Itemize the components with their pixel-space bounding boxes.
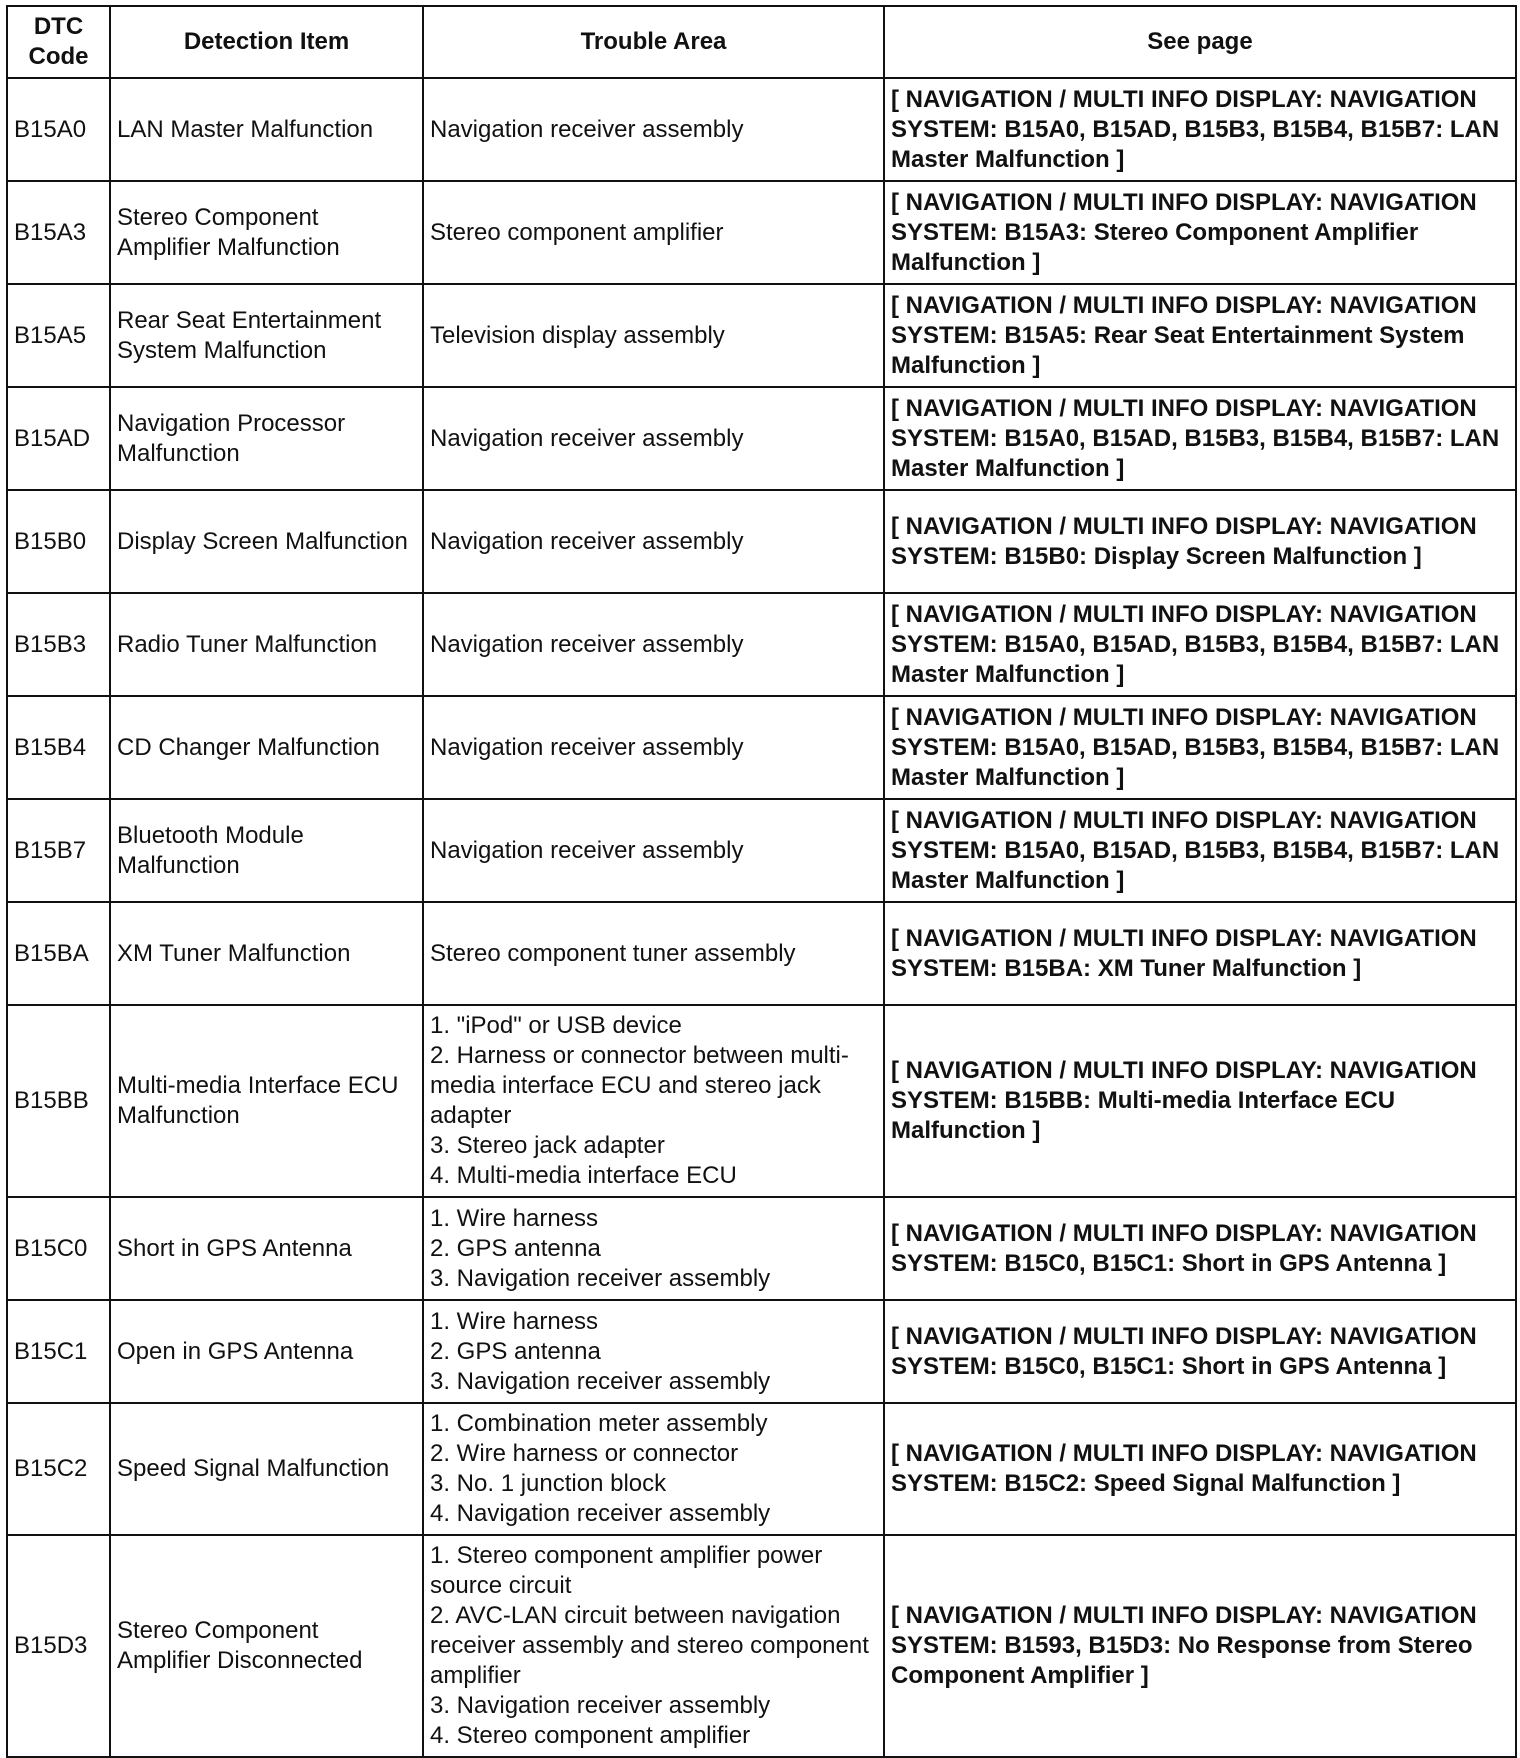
- table-row: [7, 593, 1516, 696]
- detection-item-cell: Multi-media Interface ECU Malfunction: [110, 1005, 423, 1197]
- see-page-reference: [ NAVIGATION / MULTI INFO DISPLAY: NAVIGATION SYSTEM: B15B0: Display Screen Malfunction ]: [884, 490, 1516, 593]
- trouble-area-cell: [423, 1197, 884, 1300]
- trouble-area-line: Television display assembly: [430, 321, 725, 349]
- see-page-reference: [ NAVIGATION / MULTI INFO DISPLAY: NAVIGATION SYSTEM: B15BB: Multi-media Interface ECU Malfunction ]: [884, 1005, 1516, 1197]
- detection-item-cell: Short in GPS Antenna: [110, 1197, 423, 1300]
- dtc-code-cell: B15C2: [7, 1403, 110, 1535]
- dtc-table: [6, 5, 1517, 1758]
- trouble-area-cell: [423, 1403, 884, 1535]
- trouble-area-line: 1. Combination meter assembly: [430, 1410, 768, 1437]
- header-see-page: See page: [884, 6, 1516, 78]
- trouble-area-line: Navigation receiver assembly: [430, 115, 744, 143]
- header-dtc-code: [7, 6, 110, 78]
- see-page-reference: [ NAVIGATION / MULTI INFO DISPLAY: NAVIGATION SYSTEM: B15A0, B15AD, B15B3, B15B4, B15B7: LAN Master Malfunction ]: [884, 696, 1516, 799]
- detection-item-cell: LAN Master Malfunction: [110, 78, 423, 181]
- detection-item-cell: Navigation Processor Malfunction: [110, 387, 423, 490]
- trouble-area-line: Navigation receiver assembly: [430, 424, 744, 452]
- see-page-reference: [ NAVIGATION / MULTI INFO DISPLAY: NAVIGATION SYSTEM: B15C0, B15C1: Short in GPS Antenna ]: [884, 1300, 1516, 1403]
- table-row: [7, 1535, 1516, 1757]
- trouble-area-line: 2. Wire harness or connector: [430, 1440, 739, 1467]
- dtc-code-cell: B15C0: [7, 1197, 110, 1300]
- trouble-area-line: Stereo component amplifier: [430, 218, 724, 246]
- see-page-reference: [ NAVIGATION / MULTI INFO DISPLAY: NAVIGATION SYSTEM: B15A3: Stereo Component Amplifier Malfunction ]: [884, 181, 1516, 284]
- header-row: [7, 6, 1516, 78]
- table-row: [7, 799, 1516, 902]
- trouble-area-line: 1. Stereo component amplifier power source circuit: [430, 1542, 823, 1599]
- dtc-code-cell: B15B0: [7, 490, 110, 593]
- trouble-area-cell: [423, 902, 884, 1005]
- see-page-reference: [ NAVIGATION / MULTI INFO DISPLAY: NAVIGATION SYSTEM: B15C0, B15C1: Short in GPS Antenna ]: [884, 1197, 1516, 1300]
- trouble-area-line: 4. Navigation receiver assembly: [430, 1500, 771, 1527]
- dtc-code-cell: B15AD: [7, 387, 110, 490]
- table-row: [7, 78, 1516, 181]
- dtc-code-cell: B15D3: [7, 1535, 110, 1757]
- table-row: [7, 1197, 1516, 1300]
- detection-item-cell: Display Screen Malfunction: [110, 490, 423, 593]
- see-page-reference: [ NAVIGATION / MULTI INFO DISPLAY: NAVIGATION SYSTEM: B15A0, B15AD, B15B3, B15B4, B15B7: LAN Master Malfunction ]: [884, 593, 1516, 696]
- detection-item-cell: Stereo Component Amplifier Disconnected: [110, 1535, 423, 1757]
- trouble-area-line: 2. AVC-LAN circuit between navigation receiver assembly and stereo component amplifier: [430, 1602, 869, 1689]
- table-row: [7, 387, 1516, 490]
- header-code-label: Code: [28, 43, 89, 70]
- table-row: [7, 1300, 1516, 1403]
- trouble-area-line: Stereo component tuner assembly: [430, 939, 796, 967]
- table-row: [7, 1005, 1516, 1197]
- detection-item-cell: Rear Seat Entertainment System Malfunction: [110, 284, 423, 387]
- trouble-area-line: 2. GPS antenna: [430, 1337, 601, 1365]
- header-detection-item: Detection Item: [110, 6, 423, 78]
- dtc-code-cell: B15C1: [7, 1300, 110, 1403]
- table-row: [7, 490, 1516, 593]
- detection-item-cell: XM Tuner Malfunction: [110, 902, 423, 1005]
- see-page-reference: [ NAVIGATION / MULTI INFO DISPLAY: NAVIGATION SYSTEM: B15A0, B15AD, B15B3, B15B4, B15B7: LAN Master Malfunction ]: [884, 387, 1516, 490]
- trouble-area-line: 1. "iPod" or USB device: [430, 1012, 682, 1039]
- detection-item-cell: Bluetooth Module Malfunction: [110, 799, 423, 902]
- trouble-area-cell: [423, 490, 884, 593]
- trouble-area-line: Navigation receiver assembly: [430, 836, 744, 864]
- table-row: [7, 1403, 1516, 1535]
- dtc-code-cell: B15B3: [7, 593, 110, 696]
- trouble-area-line: 3. No. 1 junction block: [430, 1470, 667, 1497]
- dtc-code-cell: B15B7: [7, 799, 110, 902]
- trouble-area-line: 1. Wire harness: [430, 1204, 599, 1232]
- trouble-area-cell: [423, 696, 884, 799]
- trouble-area-line: 4. Stereo component amplifier: [430, 1722, 751, 1749]
- table-body: [7, 78, 1516, 1757]
- detection-item-cell: Speed Signal Malfunction: [110, 1403, 423, 1535]
- trouble-area-line: 4. Multi-media interface ECU: [430, 1162, 737, 1189]
- trouble-area-cell: [423, 593, 884, 696]
- detection-item-cell: Stereo Component Amplifier Malfunction: [110, 181, 423, 284]
- table-row: [7, 181, 1516, 284]
- see-page-reference: [ NAVIGATION / MULTI INFO DISPLAY: NAVIGATION SYSTEM: B15A0, B15AD, B15B3, B15B4, B15B7: LAN Master Malfunction ]: [884, 799, 1516, 902]
- detection-item-cell: Radio Tuner Malfunction: [110, 593, 423, 696]
- trouble-area-cell: [423, 181, 884, 284]
- see-page-reference: [ NAVIGATION / MULTI INFO DISPLAY: NAVIGATION SYSTEM: B15A0, B15AD, B15B3, B15B4, B15B7: LAN Master Malfunction ]: [884, 78, 1516, 181]
- see-page-reference: [ NAVIGATION / MULTI INFO DISPLAY: NAVIGATION SYSTEM: B15BA: XM Tuner Malfunction ]: [884, 902, 1516, 1005]
- trouble-area-line: Navigation receiver assembly: [430, 527, 744, 555]
- trouble-area-line: Navigation receiver assembly: [430, 733, 744, 761]
- trouble-area-line: Navigation receiver assembly: [430, 630, 744, 658]
- table-row: [7, 696, 1516, 799]
- detection-item-cell: CD Changer Malfunction: [110, 696, 423, 799]
- trouble-area-cell: [423, 799, 884, 902]
- dtc-code-cell: B15A0: [7, 78, 110, 181]
- see-page-reference: [ NAVIGATION / MULTI INFO DISPLAY: NAVIGATION SYSTEM: B15A5: Rear Seat Entertainment System Malfunction ]: [884, 284, 1516, 387]
- header-dtc-label: DTC: [33, 13, 84, 40]
- dtc-code-cell: B15BA: [7, 902, 110, 1005]
- table-row: [7, 902, 1516, 1005]
- detection-item-cell: Open in GPS Antenna: [110, 1300, 423, 1403]
- trouble-area-cell: [423, 284, 884, 387]
- trouble-area-line: 3. Navigation receiver assembly: [430, 1264, 771, 1292]
- see-page-reference: [ NAVIGATION / MULTI INFO DISPLAY: NAVIGATION SYSTEM: B15C2: Speed Signal Malfunction ]: [884, 1403, 1516, 1535]
- table-row: [7, 284, 1516, 387]
- dtc-code-cell: B15BB: [7, 1005, 110, 1197]
- trouble-area-line: 3. Navigation receiver assembly: [430, 1367, 771, 1395]
- trouble-area-cell: [423, 1535, 884, 1757]
- trouble-area-cell: [423, 1300, 884, 1403]
- trouble-area-cell: [423, 387, 884, 490]
- trouble-area-line: 2. GPS antenna: [430, 1234, 601, 1262]
- dtc-code-cell: B15B4: [7, 696, 110, 799]
- see-page-reference: [ NAVIGATION / MULTI INFO DISPLAY: NAVIGATION SYSTEM: B1593, B15D3: No Response from Stereo Component Amplifier ]: [884, 1535, 1516, 1757]
- trouble-area-cell: [423, 1005, 884, 1197]
- trouble-area-line: 3. Stereo jack adapter: [430, 1132, 665, 1159]
- trouble-area-line: 2. Harness or connector between multi-media interface ECU and stereo jack adapter: [430, 1042, 849, 1129]
- trouble-area-line: 1. Wire harness: [430, 1307, 599, 1335]
- dtc-code-cell: B15A5: [7, 284, 110, 387]
- dtc-code-cell: B15A3: [7, 181, 110, 284]
- header-trouble-area: Trouble Area: [423, 6, 884, 78]
- trouble-area-cell: [423, 78, 884, 181]
- trouble-area-line: 3. Navigation receiver assembly: [430, 1692, 771, 1719]
